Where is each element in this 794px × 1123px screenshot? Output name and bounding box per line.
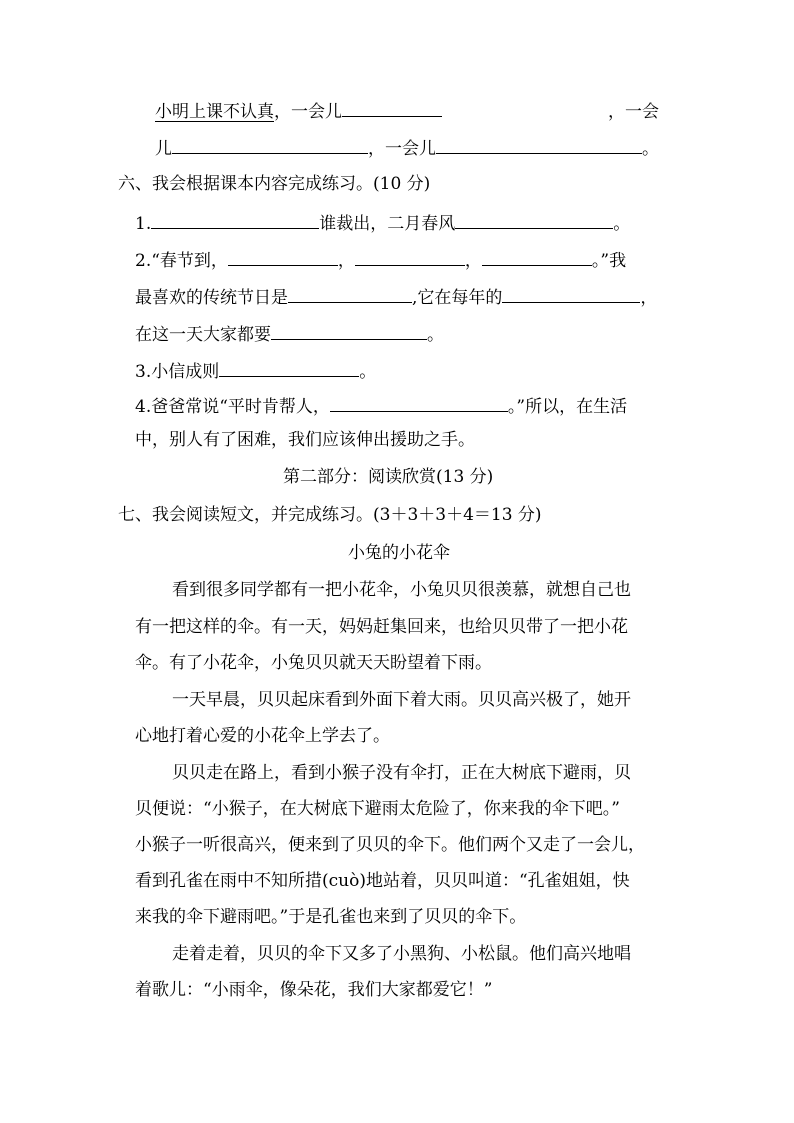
text: 在这一天大家都要 bbox=[135, 325, 271, 345]
text: ，一会 bbox=[608, 102, 659, 122]
answer-blank[interactable] bbox=[502, 284, 640, 303]
text: ， bbox=[337, 251, 355, 271]
answer-blank[interactable] bbox=[436, 135, 642, 154]
underlined-phrase: 小明上课不认真 bbox=[155, 102, 274, 122]
paragraph-4-line-1: 走着走着，贝贝的伞下又多了小黑狗、小松鼠。他们高兴地唱 bbox=[172, 944, 631, 964]
text: ， bbox=[464, 251, 482, 271]
answer-blank[interactable] bbox=[172, 135, 368, 154]
text: 儿 bbox=[155, 139, 172, 159]
text: 。”我 bbox=[591, 251, 627, 271]
text: 。”所以，在生活 bbox=[507, 397, 628, 417]
answer-blank[interactable] bbox=[455, 210, 613, 229]
answer-blank[interactable] bbox=[271, 321, 427, 340]
text: 。 bbox=[359, 362, 377, 382]
answer-blank[interactable] bbox=[330, 393, 508, 412]
text: 。 bbox=[427, 325, 444, 345]
text: 。 bbox=[642, 139, 659, 159]
text: 1. bbox=[135, 214, 152, 234]
question-3 bbox=[135, 358, 376, 384]
question-2-line-3 bbox=[135, 321, 444, 347]
text: ， bbox=[640, 288, 658, 308]
answer-blank[interactable] bbox=[342, 98, 442, 117]
question-1 bbox=[135, 210, 630, 236]
answer-blank[interactable] bbox=[151, 210, 319, 229]
question-4-line-1 bbox=[135, 393, 627, 419]
text: ，一会儿 bbox=[368, 139, 436, 159]
paragraph-3-line-2: 贝便说：“小猴子，在大树底下避雨太危险了，你来我的伞下吧。” bbox=[135, 799, 620, 819]
text: 。 bbox=[613, 214, 631, 234]
paragraph-4-line-2: 着歌儿：“小雨伞，像朵花，我们大家都爱它！” bbox=[135, 980, 493, 1000]
paragraph-1-line-3: 伞。有了小花伞，小兔贝贝就天天盼望着下雨。 bbox=[135, 653, 492, 673]
paragraph-3-line-1: 贝贝走在路上，看到小猴子没有伞打，正在大树底下避雨，贝 bbox=[172, 763, 631, 783]
part-2-heading: 第二部分：阅读欣赏(13 分) bbox=[283, 467, 494, 487]
text: 4.爸爸常说“平时肯帮人， bbox=[135, 397, 330, 417]
paragraph-2-line-1: 一天早晨，贝贝起床看到外面下着大雨。贝贝高兴极了，她开 bbox=[172, 690, 631, 710]
answer-blank[interactable] bbox=[482, 247, 592, 266]
paragraph-3-line-3: 小猴子一听很高兴，便来到了贝贝的伞下。他们两个又走了一会儿， bbox=[135, 835, 645, 855]
section-6-heading: 六、我会根据课本内容完成练习。(10 分) bbox=[118, 174, 431, 194]
paragraph-2-line-2: 心地打着心爱的小花伞上学去了。 bbox=[135, 726, 390, 746]
answer-blank[interactable] bbox=[219, 358, 359, 377]
question-4-line-2: 中，别人有了困难，我们应该伸出援助之手。 bbox=[135, 430, 475, 450]
continuation-line-2 bbox=[155, 135, 659, 161]
paragraph-3-line-5: 来我的伞下避雨吧。”于是孔雀也来到了贝贝的伞下。 bbox=[135, 907, 527, 927]
text: 2.“春节到， bbox=[135, 251, 228, 271]
paragraph-1-line-2: 有一把这样的伞。有一天，妈妈赶集回来，也给贝贝带了一把小花 bbox=[135, 617, 628, 637]
answer-blank[interactable] bbox=[355, 247, 465, 266]
question-2-line-1 bbox=[135, 247, 626, 273]
text: 谁裁出，二月春风 bbox=[319, 214, 456, 234]
section-7-heading: 七、我会阅读短文，并完成练习。(3＋3＋3＋4＝13 分) bbox=[118, 505, 542, 525]
question-2-line-2 bbox=[135, 284, 657, 310]
paragraph-3-line-4: 看到孔雀在雨中不知所措(cuò)地站着，贝贝叫道：“孔雀姐姐，快 bbox=[135, 871, 630, 891]
story-title: 小兔的小花伞 bbox=[348, 543, 450, 563]
paragraph-1-line-1: 看到很多同学都有一把小花伞，小兔贝贝很羡慕，就想自己也 bbox=[172, 580, 631, 600]
answer-blank[interactable] bbox=[228, 247, 338, 266]
text: 最喜欢的传统节日是 bbox=[135, 288, 288, 308]
continuation-line-1 bbox=[155, 98, 659, 124]
text: ,它在每年的 bbox=[412, 288, 503, 308]
text: 3.小信成则 bbox=[135, 362, 220, 382]
text: ，一会儿 bbox=[274, 102, 342, 122]
answer-blank[interactable] bbox=[288, 284, 412, 303]
